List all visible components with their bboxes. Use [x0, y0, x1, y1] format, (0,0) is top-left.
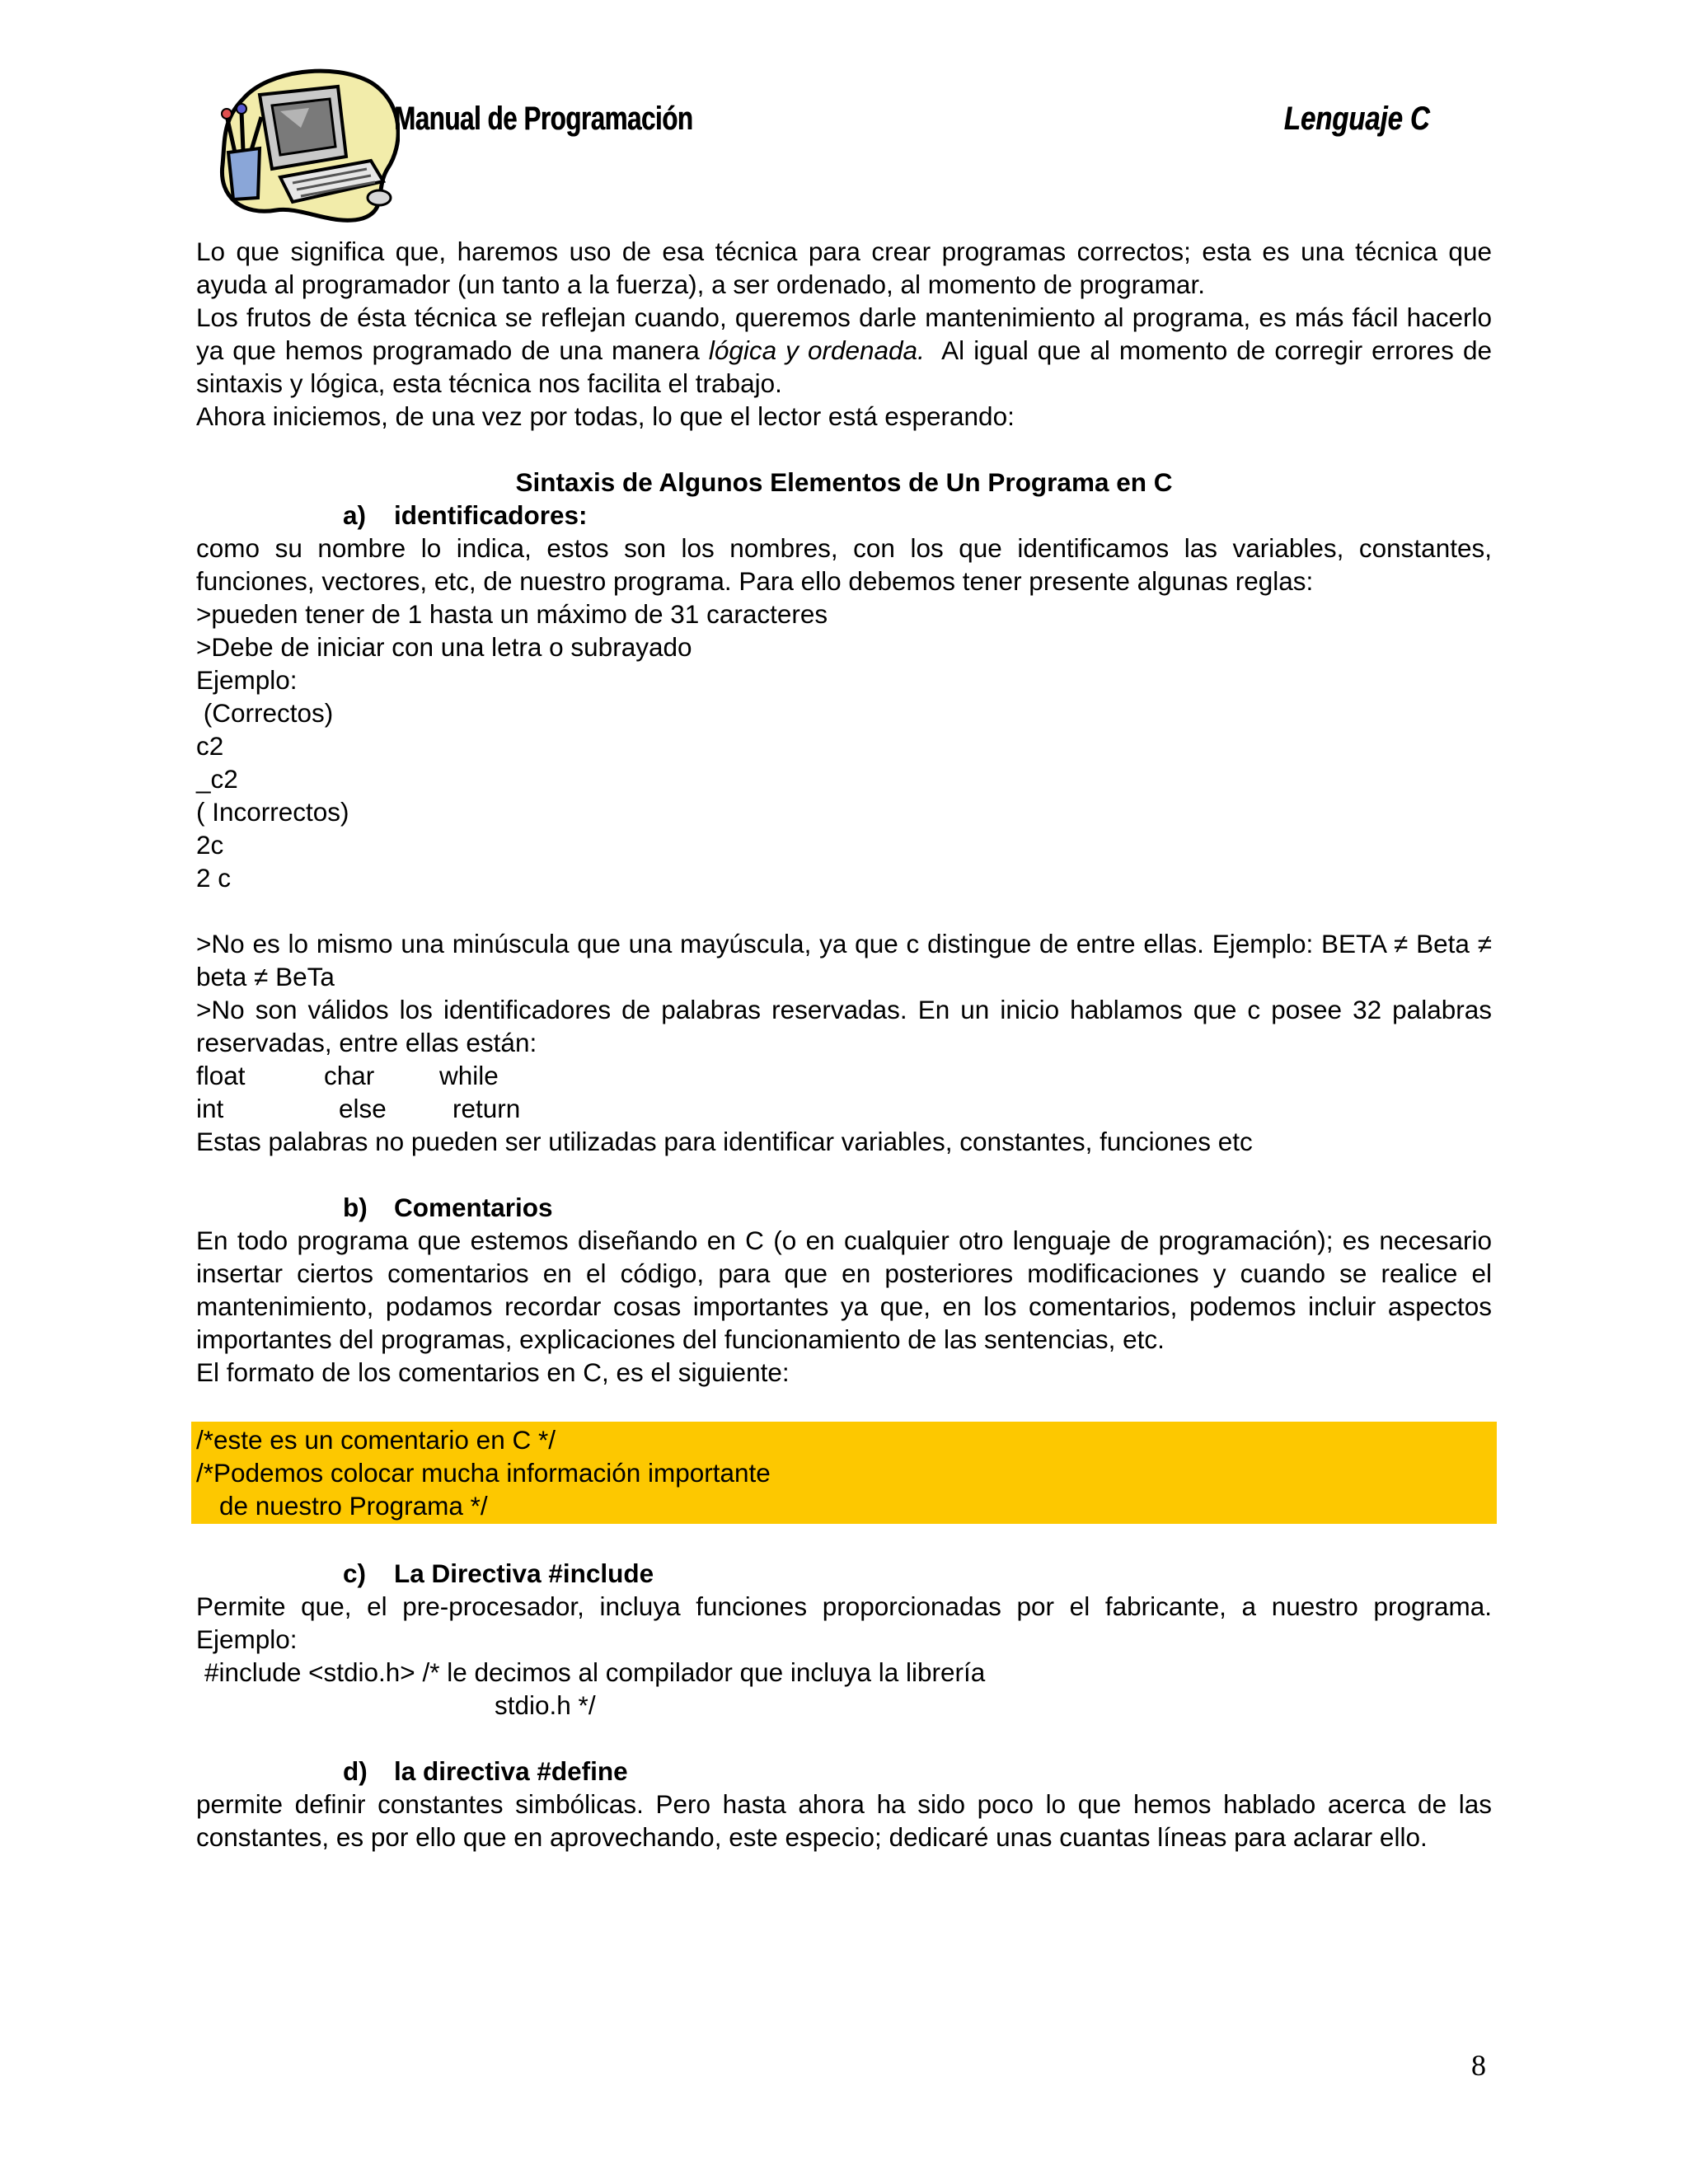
- manual-title: Manual de Programación: [394, 101, 693, 137]
- subheading-identificadores: a) identificadores:: [343, 500, 588, 530]
- incorrectos-label: ( Incorrectos): [196, 797, 349, 827]
- comentarios-paragraph: En todo programa que estemos diseñando en C (o en cualquier otro lenguaje de programación); es necesario insertar ciertos comentarios en el código, para que en posteriores modificaciones y cuando se realice el mantenimiento, podamos recordar cosas importantes ya que, en los comentarios, podemos incluir aspectos importantes del programas, explicaciones del funcionamiento de las sentencias, etc.: [196, 1226, 1492, 1354]
- keyword: else: [339, 1094, 387, 1123]
- intro-p2-text-end: Al igual que al momento de corregir errores de sintaxis y lógica, esta técnica nos facilita el trabajo.: [196, 335, 1499, 398]
- code-line: de nuestro Programa */: [219, 1491, 488, 1521]
- keywords-row-2: [196, 1092, 1492, 1125]
- intro-paragraph-3: Ahora iniciemos, de una vez por todas, lo que el lector está esperando:: [196, 401, 1015, 431]
- correct-example-1: c2: [196, 731, 224, 761]
- include-paragraph: Permite que, el pre-procesador, incluya funciones proporcionadas por el fabricante, a nuestro programa. Ejemplo:: [196, 1591, 1492, 1654]
- incorrect-example-2: 2 c: [196, 863, 232, 893]
- subheading-include: c) La Directiva #include: [343, 1558, 654, 1588]
- page-header: [210, 66, 1430, 223]
- comment-code-block: [191, 1422, 1497, 1524]
- keyword: float: [196, 1061, 246, 1090]
- keyword: int: [196, 1094, 224, 1123]
- rule-2: >Debe de iniciar con una letra o subrayado: [196, 632, 692, 662]
- intro-paragraph-1: Lo que significa que, haremos uso de esa técnica para crear programas correctos; esta es una técnica que ayuda al programador (un tanto a la fuerza), a ser ordenado, al momento de programar.: [196, 237, 1492, 299]
- comentarios-format: El formato de los comentarios en C, es el siguiente:: [196, 1357, 790, 1387]
- keyword: return: [452, 1094, 521, 1123]
- intro-paragraph-2: [196, 301, 1499, 400]
- incorrect-example-1: 2c: [196, 830, 224, 860]
- define-paragraph: permite definir constantes simbólicas. Pero hasta ahora ha sido poco lo que hemos hablado acerca de las constantes, es por ello que en aprovechando, este especio; dedicaré unas cuantas líneas para aclarar ello.: [196, 1789, 1492, 1852]
- subheading-define: d) la directiva #define: [343, 1756, 628, 1786]
- identificadores-paragraph: como su nombre lo indica, estos son los nombres, con los que identificamos las variables, constantes, funciones, vectores, etc, de nuestro programa. Para ello debemos tener presente algunas reglas:: [196, 533, 1492, 596]
- rule-3: >No es lo mismo una minúscula que una mayúscula, ya que c distingue de entre ellas. Ejemplo: BETA ≠ Beta ≠ beta ≠ BeTa: [196, 929, 1492, 991]
- code-line: /*este es un comentario en C */: [196, 1425, 556, 1455]
- intro-p2-italic: lógica y ordenada.: [708, 335, 925, 365]
- section-title: Sintaxis de Algunos Elementos de Un Programa en C: [515, 467, 1173, 497]
- ejemplo-label: Ejemplo:: [196, 665, 298, 695]
- keyword: char: [324, 1061, 375, 1090]
- keywords-row-1: [196, 1059, 1492, 1092]
- rule-4: >No son válidos los identificadores de palabras reservadas. En un inicio hablamos que c posee 32 palabras reservadas, entre ellas están:: [196, 995, 1492, 1057]
- page-number: 8: [1471, 2049, 1486, 2082]
- code-line: /*Podemos colocar mucha información importante: [196, 1458, 771, 1488]
- correctos-label: (Correctos): [196, 698, 334, 728]
- intro-p2-text: Los frutos de ésta técnica se reflejan cuando, queremos darle mantenimiento al programa, es más fácil hacerlo ya que hemos programado de una manera: [196, 302, 1492, 365]
- document-body: [196, 235, 1499, 1854]
- correct-example-2: _c2: [196, 764, 238, 794]
- include-code-line: stdio.h */: [495, 1690, 596, 1720]
- language-title: Lenguaje C: [1284, 101, 1430, 137]
- keyword: while: [439, 1061, 499, 1090]
- subheading-comentarios: b) Comentarios: [343, 1193, 553, 1222]
- include-code-line: #include <stdio.h> /* le decimos al compilador que incluya la librería: [204, 1657, 986, 1687]
- keywords-closing: Estas palabras no pueden ser utilizadas para identificar variables, constantes, funciones etc: [196, 1127, 1253, 1156]
- computer-clipart-icon: [210, 66, 400, 223]
- rule-1: >pueden tener de 1 hasta un máximo de 31 caracteres: [196, 599, 828, 629]
